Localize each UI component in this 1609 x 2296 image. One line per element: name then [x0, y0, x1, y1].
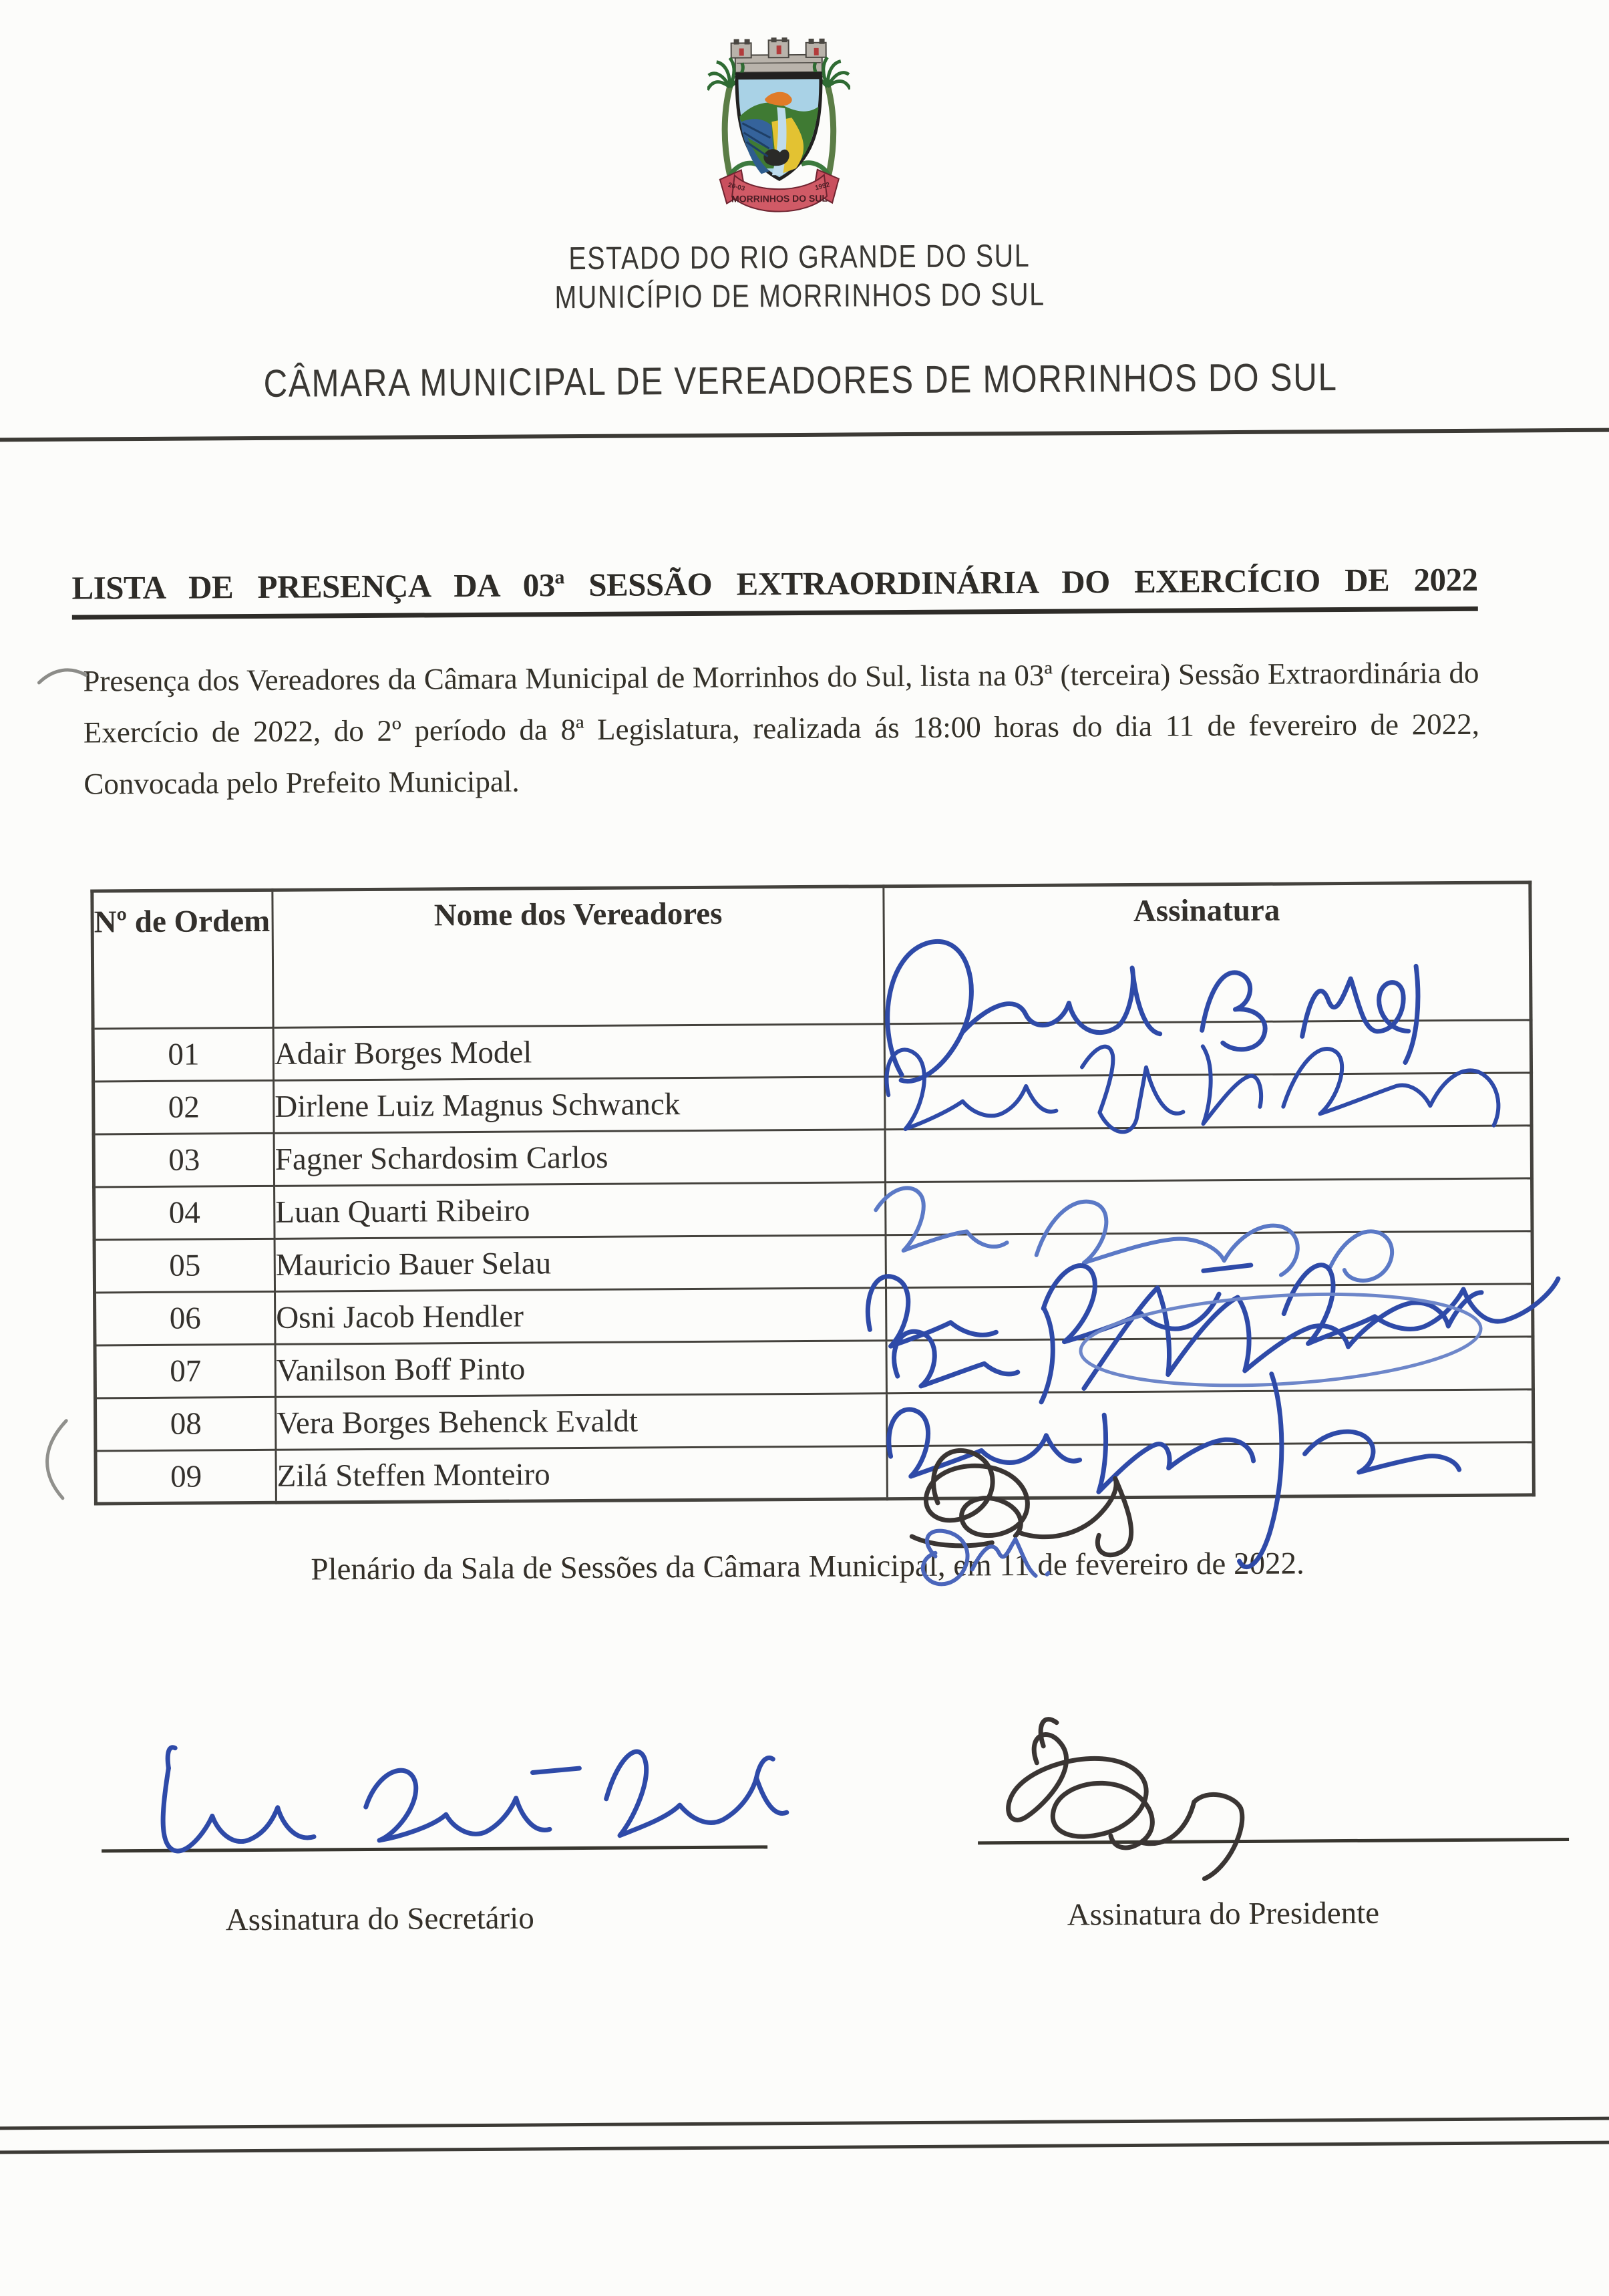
table-row — [93, 1020, 1531, 1082]
header-divider-rule — [0, 428, 1609, 442]
table-row — [95, 1284, 1533, 1345]
order-cell: 07 — [95, 1344, 275, 1398]
order-cell: 05 — [94, 1239, 275, 1293]
order-cell: 02 — [94, 1080, 274, 1134]
table-row — [94, 1126, 1532, 1187]
signature-cell — [885, 1126, 1532, 1182]
president-signature-ink — [1008, 1718, 1243, 1880]
table-row — [94, 1178, 1532, 1240]
order-cell: 06 — [95, 1291, 275, 1345]
column-header-signature: Assinatura — [884, 882, 1531, 1024]
name-cell: Osni Jacob Hendler — [275, 1288, 886, 1345]
name-cell: Luan Quarti Ribeiro — [275, 1182, 886, 1239]
page-title: LISTA DE PRESENÇA DA 03ª SESSÃO EXTRAORDINÁRIA DO EXERCÍCIO DE 2022 — [71, 560, 1477, 620]
column-header-order: Nº de Ordem — [92, 890, 273, 1029]
table-row — [96, 1442, 1534, 1504]
letterhead-chamber-text: CÂMARA MUNICIPAL DE VEREADORES DE MORRINHOS DO SUL — [262, 355, 1338, 405]
order-cell: 03 — [94, 1133, 274, 1187]
signature-cell — [887, 1442, 1534, 1499]
signature-cell — [885, 1073, 1532, 1130]
president-signature-label: Assinatura do Presidente — [1067, 1895, 1380, 1933]
signature-cell — [886, 1389, 1533, 1446]
order-cell: 08 — [95, 1397, 275, 1451]
signature-cell — [886, 1178, 1532, 1235]
table-row — [95, 1337, 1533, 1398]
name-cell: Zilá Steffen Monteiro — [276, 1446, 887, 1503]
intro-paragraph: Presença dos Vereadores da Câmara Municipal de Morrinhos do Sul, lista na 03ª (terceira) Sessão Extraordinária do Exercício de 2022, do 2º período da 8ª Legislatura, realizada ás 18:00 horas do dia 11 de fevereiro de 2022, Convocada pelo Prefeito Municipal. — [83, 655, 1480, 801]
letterhead-municipality-text: MUNICÍPIO DE MORRINHOS DO SUL — [554, 277, 1045, 316]
ribbon-town-name: MORRINHOS DO SUL — [731, 192, 828, 204]
letterhead-state-text: ESTADO DO RIO GRANDE DO SUL — [568, 238, 1031, 277]
president-signature-line — [978, 1838, 1569, 1844]
table-header-row — [92, 882, 1531, 1029]
secretary-signature-ink — [162, 1744, 787, 1851]
letterhead-chamber-line — [0, 353, 1605, 408]
municipal-coat-of-arms — [707, 37, 852, 222]
name-cell: Mauricio Bauer Selau — [275, 1235, 886, 1292]
name-cell: Vera Borges Behenck Evaldt — [275, 1393, 886, 1450]
table-row — [94, 1231, 1532, 1293]
name-cell: Dirlene Luiz Magnus Schwanck — [274, 1077, 885, 1134]
order-cell: 04 — [94, 1186, 275, 1240]
mural-crown-icon — [731, 37, 826, 73]
attendance-table — [90, 880, 1536, 1505]
column-header-name: Nome dos Vereadores — [273, 886, 884, 1028]
table-row — [94, 1073, 1532, 1134]
order-cell: 09 — [96, 1450, 276, 1504]
signature-cell — [886, 1337, 1533, 1393]
table-row — [95, 1389, 1533, 1451]
name-cell: Vanilson Boff Pinto — [275, 1341, 886, 1398]
name-cell: Adair Borges Model — [273, 1024, 884, 1081]
stray-mark-left-top — [39, 670, 85, 683]
closing-line: Plenário da Sala de Sessões da Câmara Municipal, em 11 de fevereiro de 2022. — [311, 1546, 1304, 1587]
secretary-signature-line — [102, 1845, 767, 1852]
signature-cell — [886, 1284, 1533, 1341]
secretary-signature-label: Assinatura do Secretário — [225, 1901, 534, 1938]
name-cell: Fagner Schardosim Carlos — [274, 1130, 885, 1186]
ribbon-date-left: 20-03 — [727, 181, 746, 193]
ribbon-date-right: 1992 — [814, 181, 831, 192]
footer-rule-upper — [0, 2117, 1609, 2130]
order-cell: 01 — [93, 1027, 273, 1082]
letterhead-municipality-line — [0, 273, 1604, 320]
signature-cell — [884, 1020, 1531, 1077]
signature-cell-empty — [886, 1231, 1532, 1288]
footer-rule-lower — [0, 2141, 1609, 2154]
stray-mark-left-margin — [47, 1421, 67, 1498]
